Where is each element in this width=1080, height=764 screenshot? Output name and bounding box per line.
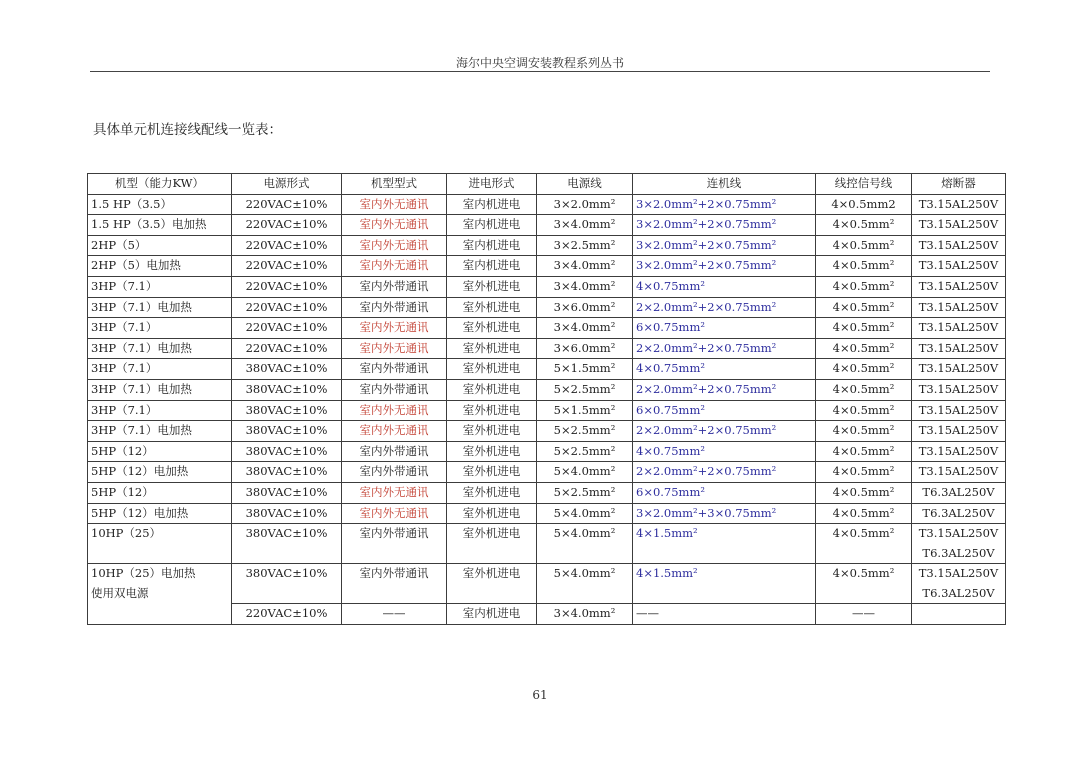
cell-fuse (912, 421, 1006, 442)
table-row (88, 462, 1006, 483)
cell-fuse (912, 503, 1006, 524)
cell-model: 10HP（25） (88, 524, 232, 564)
cell-ctrl: 4×0.5mm² (816, 441, 912, 462)
fuse-value: T6.3AL250V (922, 484, 995, 499)
cell-fuse (912, 338, 1006, 359)
cell-feed: 室外机进电 (447, 359, 537, 380)
cell-ctrl: 4×0.5mm² (816, 524, 912, 564)
cell-feed: 室内机进电 (447, 215, 537, 236)
cell-conn: 4×0.75mm² (633, 441, 816, 462)
cell-ctrl: 4×0.5mm² (816, 235, 912, 256)
cell-psu: 5×2.5mm² (537, 379, 633, 400)
cell-power: 220VAC±10% (232, 235, 342, 256)
cell-type: 室内外无通讯 (342, 400, 447, 421)
cell-feed: 室外机进电 (447, 421, 537, 442)
cell-power: 380VAC±10% (232, 441, 342, 462)
cell-fuse (912, 604, 1006, 625)
cell-fuse (912, 359, 1006, 380)
cell-feed: 室内机进电 (447, 194, 537, 215)
table-row (88, 338, 1006, 359)
cell-model: 1.5 HP（3.5） (88, 194, 232, 215)
cell-ctrl: 4×0.5mm² (816, 400, 912, 421)
cell-psu: 5×4.0mm² (537, 564, 633, 604)
cell-feed: 室外机进电 (447, 462, 537, 483)
cell-model: 3HP（7.1） (88, 359, 232, 380)
header-power: 电源形式 (232, 174, 342, 195)
table-row (88, 235, 1006, 256)
cell-type: 室内外带通讯 (342, 297, 447, 318)
cell-power: 220VAC±10% (232, 194, 342, 215)
cell-power: 380VAC±10% (232, 482, 342, 503)
cell-power: 380VAC±10% (232, 359, 342, 380)
cell-fuse (912, 194, 1006, 215)
cell-model: 3HP（7.1）电加热 (88, 379, 232, 400)
cell-ctrl: 4×0.5mm² (816, 421, 912, 442)
cell-psu: 5×4.0mm² (537, 503, 633, 524)
cell-ctrl: 4×0.5mm² (816, 482, 912, 503)
cell-psu: 3×2.0mm² (537, 194, 633, 215)
cell-power: 220VAC±10% (232, 318, 342, 339)
cell-fuse (912, 318, 1006, 339)
fuse-value: T3.15AL250V (918, 464, 999, 479)
cell-type: 室内外无通讯 (342, 215, 447, 236)
header-type: 机型型式 (342, 174, 447, 195)
cell-fuse (912, 524, 1006, 564)
cell-feed: 室外机进电 (447, 297, 537, 318)
table-header-row (88, 174, 1006, 195)
page-number: 61 (532, 688, 548, 702)
cell-psu: 3×4.0mm² (537, 604, 633, 625)
table-row (88, 318, 1006, 339)
cell-conn: 2×2.0mm²+2×0.75mm² (633, 421, 816, 442)
cell-psu: 5×1.5mm² (537, 400, 633, 421)
cell-model: 5HP（12）电加热 (88, 503, 232, 524)
cell-model: 3HP（7.1）电加热 (88, 421, 232, 442)
fuse-value: T3.15AL250V (918, 443, 999, 458)
cell-model: 5HP（12）电加热 (88, 462, 232, 483)
fuse-value: T6.3AL250V (922, 505, 995, 520)
cell-power: 220VAC±10% (232, 297, 342, 318)
cell-ctrl: 4×0.5mm² (816, 215, 912, 236)
header-conn: 连机线 (633, 174, 816, 195)
cell-conn: 3×2.0mm²+2×0.75mm² (633, 256, 816, 277)
cell-type: 室内外无通讯 (342, 256, 447, 277)
cell-conn: 3×2.0mm²+3×0.75mm² (633, 503, 816, 524)
cell-conn: 3×2.0mm²+2×0.75mm² (633, 194, 816, 215)
cell-type: —— (342, 604, 447, 625)
cell-feed: 室外机进电 (447, 338, 537, 359)
cell-psu: 3×6.0mm² (537, 297, 633, 318)
fuse-value: T3.15AL250V (918, 320, 999, 335)
cell-conn: 2×2.0mm²+2×0.75mm² (633, 379, 816, 400)
cell-type: 室内外无通讯 (342, 235, 447, 256)
cell-conn: 6×0.75mm² (633, 318, 816, 339)
cell-fuse (912, 276, 1006, 297)
cell-type: 室内外带通讯 (342, 441, 447, 462)
cell-feed: 室外机进电 (447, 400, 537, 421)
cell-psu: 5×1.5mm² (537, 359, 633, 380)
fuse-value: T3.15AL250V (918, 423, 999, 438)
cell-power: 380VAC±10% (232, 421, 342, 442)
cell-power: 220VAC±10% (232, 215, 342, 236)
fuse-value: T3.15AL250V (918, 566, 999, 581)
cell-power: 380VAC±10% (232, 564, 342, 604)
fuse-value: T3.15AL250V (918, 237, 999, 252)
cell-power: 220VAC±10% (232, 338, 342, 359)
cell-feed: 室外机进电 (447, 503, 537, 524)
cell-type: 室内外无通讯 (342, 194, 447, 215)
cell-feed: 室外机进电 (447, 564, 537, 604)
cell-power: 380VAC±10% (232, 524, 342, 564)
cell-model: 5HP（12） (88, 482, 232, 503)
table-row (88, 524, 1006, 564)
cell-ctrl: 4×0.5mm² (816, 379, 912, 400)
cell-model (88, 564, 232, 625)
table-row (88, 194, 1006, 215)
cell-fuse (912, 441, 1006, 462)
cell-ctrl: —— (816, 604, 912, 625)
cell-ctrl: 4×0.5mm² (816, 564, 912, 604)
cell-conn: 3×2.0mm²+2×0.75mm² (633, 215, 816, 236)
fuse-value: T3.15AL250V (918, 381, 999, 396)
cell-power: 220VAC±10% (232, 256, 342, 277)
cell-power: 380VAC±10% (232, 400, 342, 421)
cell-power: 380VAC±10% (232, 462, 342, 483)
cell-type: 室内外无通讯 (342, 482, 447, 503)
cell-psu: 5×4.0mm² (537, 462, 633, 483)
cell-model: 3HP（7.1） (88, 400, 232, 421)
fuse-value: T3.15AL250V (918, 299, 999, 314)
fuse-value: T3.15AL250V (918, 217, 999, 232)
table-row (88, 421, 1006, 442)
cell-type: 室内外无通讯 (342, 503, 447, 524)
cell-conn: 2×2.0mm²+2×0.75mm² (633, 297, 816, 318)
cell-type: 室内外无通讯 (342, 338, 447, 359)
cell-ctrl: 4×0.5mm² (816, 338, 912, 359)
cell-power: 380VAC±10% (232, 503, 342, 524)
cell-fuse (912, 297, 1006, 318)
header-model: 机型（能力KW） (88, 174, 232, 195)
cell-model: 2HP（5）电加热 (88, 256, 232, 277)
fuse-value: T3.15AL250V (918, 340, 999, 355)
cell-psu: 5×2.5mm² (537, 482, 633, 503)
wiring-spec-table (87, 173, 1006, 625)
cell-model: 3HP（7.1） (88, 318, 232, 339)
table-row (88, 359, 1006, 380)
table-row-dual-a (88, 564, 1006, 604)
cell-feed: 室外机进电 (447, 379, 537, 400)
fuse-value: T6.3AL250V (922, 545, 995, 560)
cell-feed: 室内机进电 (447, 604, 537, 625)
dual-model-line2: 使用双电源 (91, 585, 149, 600)
cell-fuse (912, 215, 1006, 236)
cell-psu: 3×6.0mm² (537, 338, 633, 359)
cell-ctrl: 4×0.5mm² (816, 318, 912, 339)
table-row (88, 503, 1006, 524)
cell-fuse (912, 564, 1006, 604)
header-psu: 电源线 (537, 174, 633, 195)
cell-psu: 3×4.0mm² (537, 256, 633, 277)
section-title: 具体单元机连接线配线一览表： (93, 122, 282, 138)
fuse-value: T3.15AL250V (918, 196, 999, 211)
fuse-value: T3.15AL250V (918, 402, 999, 417)
cell-conn: 6×0.75mm² (633, 400, 816, 421)
cell-feed: 室外机进电 (447, 441, 537, 462)
cell-fuse (912, 482, 1006, 503)
cell-conn: 4×1.5mm² (633, 524, 816, 564)
fuse-value: T3.15AL250V (918, 258, 999, 273)
table-row (88, 441, 1006, 462)
table-row (88, 215, 1006, 236)
cell-psu: 3×4.0mm² (537, 276, 633, 297)
cell-conn: 3×2.0mm²+2×0.75mm² (633, 235, 816, 256)
fuse-value: T3.15AL250V (918, 278, 999, 293)
cell-model: 3HP（7.1）电加热 (88, 338, 232, 359)
cell-psu: 5×4.0mm² (537, 524, 633, 564)
page-header-title: 海尔中央空调安装教程系列丛书 (455, 56, 624, 70)
cell-power: 380VAC±10% (232, 379, 342, 400)
dual-model-line1: 10HP（25）电加热 (91, 566, 196, 581)
table-row (88, 400, 1006, 421)
cell-type: 室内外带通讯 (342, 379, 447, 400)
table-row (88, 379, 1006, 400)
cell-conn: 2×2.0mm²+2×0.75mm² (633, 338, 816, 359)
cell-feed: 室外机进电 (447, 524, 537, 564)
cell-type: 室内外带通讯 (342, 462, 447, 483)
cell-conn: 6×0.75mm² (633, 482, 816, 503)
cell-psu: 5×2.5mm² (537, 421, 633, 442)
cell-model: 3HP（7.1）电加热 (88, 297, 232, 318)
fuse-value: T3.15AL250V (918, 361, 999, 376)
cell-type: 室内外带通讯 (342, 276, 447, 297)
cell-type: 室内外带通讯 (342, 524, 447, 564)
cell-fuse (912, 256, 1006, 277)
cell-psu: 3×4.0mm² (537, 215, 633, 236)
table-row (88, 256, 1006, 277)
cell-model: 5HP（12） (88, 441, 232, 462)
cell-ctrl: 4×0.5mm² (816, 276, 912, 297)
cell-feed: 室外机进电 (447, 482, 537, 503)
table-row (88, 482, 1006, 503)
cell-ctrl: 4×0.5mm² (816, 297, 912, 318)
cell-model: 1.5 HP（3.5）电加热 (88, 215, 232, 236)
cell-conn: 4×1.5mm² (633, 564, 816, 604)
cell-power: 220VAC±10% (232, 604, 342, 625)
cell-ctrl: 4×0.5mm2 (816, 194, 912, 215)
cell-fuse (912, 235, 1006, 256)
cell-fuse (912, 462, 1006, 483)
cell-type: 室内外无通讯 (342, 318, 447, 339)
cell-model: 2HP（5） (88, 235, 232, 256)
cell-ctrl: 4×0.5mm² (816, 359, 912, 380)
cell-ctrl: 4×0.5mm² (816, 503, 912, 524)
table-row (88, 297, 1006, 318)
cell-fuse (912, 400, 1006, 421)
cell-type: 室内外带通讯 (342, 359, 447, 380)
cell-conn: 4×0.75mm² (633, 276, 816, 297)
cell-psu: 5×2.5mm² (537, 441, 633, 462)
cell-psu: 3×4.0mm² (537, 318, 633, 339)
cell-feed: 室内机进电 (447, 256, 537, 277)
fuse-value: T3.15AL250V (918, 526, 999, 541)
cell-psu: 3×2.5mm² (537, 235, 633, 256)
header-ctrl: 线控信号线 (816, 174, 912, 195)
cell-type: 室内外带通讯 (342, 564, 447, 604)
cell-type: 室内外无通讯 (342, 421, 447, 442)
cell-feed: 室外机进电 (447, 276, 537, 297)
cell-conn: 2×2.0mm²+2×0.75mm² (633, 462, 816, 483)
cell-feed: 室内机进电 (447, 235, 537, 256)
cell-ctrl: 4×0.5mm² (816, 256, 912, 277)
fuse-value: T6.3AL250V (922, 585, 995, 600)
cell-power: 220VAC±10% (232, 276, 342, 297)
cell-conn: 4×0.75mm² (633, 359, 816, 380)
cell-fuse (912, 379, 1006, 400)
cell-ctrl: 4×0.5mm² (816, 462, 912, 483)
table-row (88, 276, 1006, 297)
cell-conn: —— (633, 604, 816, 625)
header-feed: 进电形式 (447, 174, 537, 195)
cell-model: 3HP（7.1） (88, 276, 232, 297)
header-fuse: 熔断器 (912, 174, 1006, 195)
header-divider (90, 71, 990, 72)
table-body (88, 194, 1006, 624)
cell-feed: 室外机进电 (447, 318, 537, 339)
